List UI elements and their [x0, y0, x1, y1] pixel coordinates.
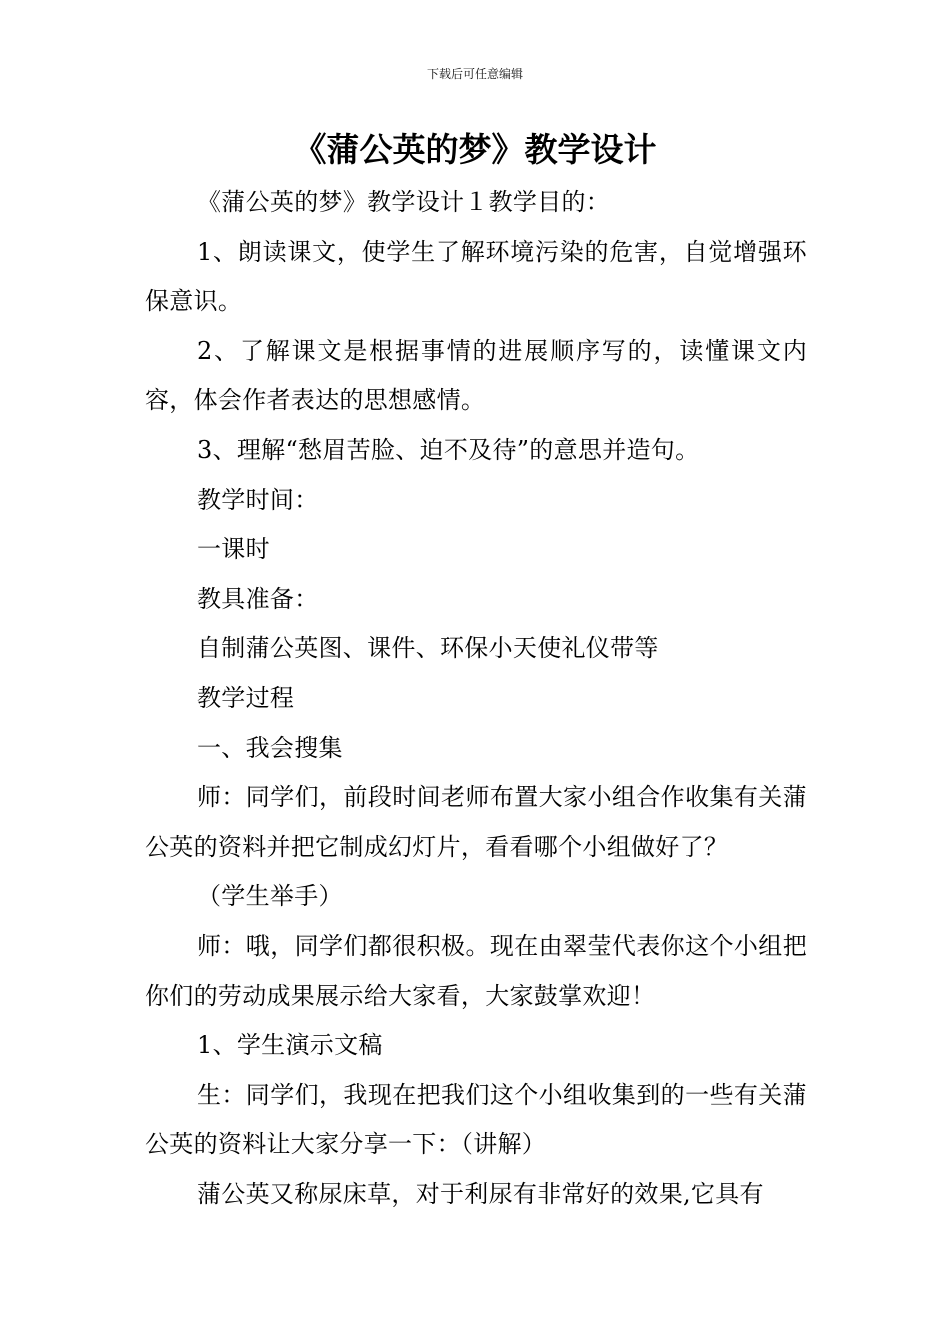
document-title: 《蒲公英的梦》教学设计: [293, 130, 657, 169]
paragraph: 一课时: [197, 535, 270, 564]
paragraph: 教具准备：: [197, 584, 319, 613]
document-body: [145, 178, 807, 1219]
paragraph: 教学时间：: [197, 485, 319, 514]
paragraph: 《蒲公英的梦》教学设计１教学目的：: [197, 188, 611, 216]
paragraph: （学生举手）: [197, 882, 343, 911]
paragraph: 2、了解课文是根据事情的进展顺序写的，读懂课文内容，体会作者表达的思想感情。: [145, 336, 807, 415]
paragraph: 师：同学们，前段时间老师布置大家小组合作收集有关蒲公英的资料并把它制成幻灯片，看看哪个小组做好了？: [145, 783, 807, 861]
paragraph: 师：哦，同学们都很积极。现在由翠莹代表你这个小组把你们的劳动成果展示给大家看，大家鼓掌欢迎！: [145, 931, 807, 1010]
paragraph: 3、理解“愁眉苦脸、迫不及待”的意思并造句。: [197, 435, 700, 464]
paragraph: 生：同学们，我现在把我们这个小组收集到的一些有关蒲公英的资料让大家分享一下：（讲解）: [145, 1080, 807, 1159]
paragraph: 自制蒲公英图、课件、环保小天使礼仪带等: [197, 634, 659, 663]
paragraph: 一、我会搜集: [197, 733, 343, 762]
page-header-note: 下载后可任意编辑: [426, 67, 523, 81]
paragraph: 教学过程: [197, 683, 295, 712]
paragraph: 蒲公英又称尿床草，对于利尿有非常好的效果,它具有: [197, 1179, 764, 1208]
paragraph: 1、朗读课文，使学生了解环境污染的危害，自觉增强环保意识。: [145, 237, 807, 316]
paragraph: 1、学生演示文稿: [197, 1031, 383, 1060]
